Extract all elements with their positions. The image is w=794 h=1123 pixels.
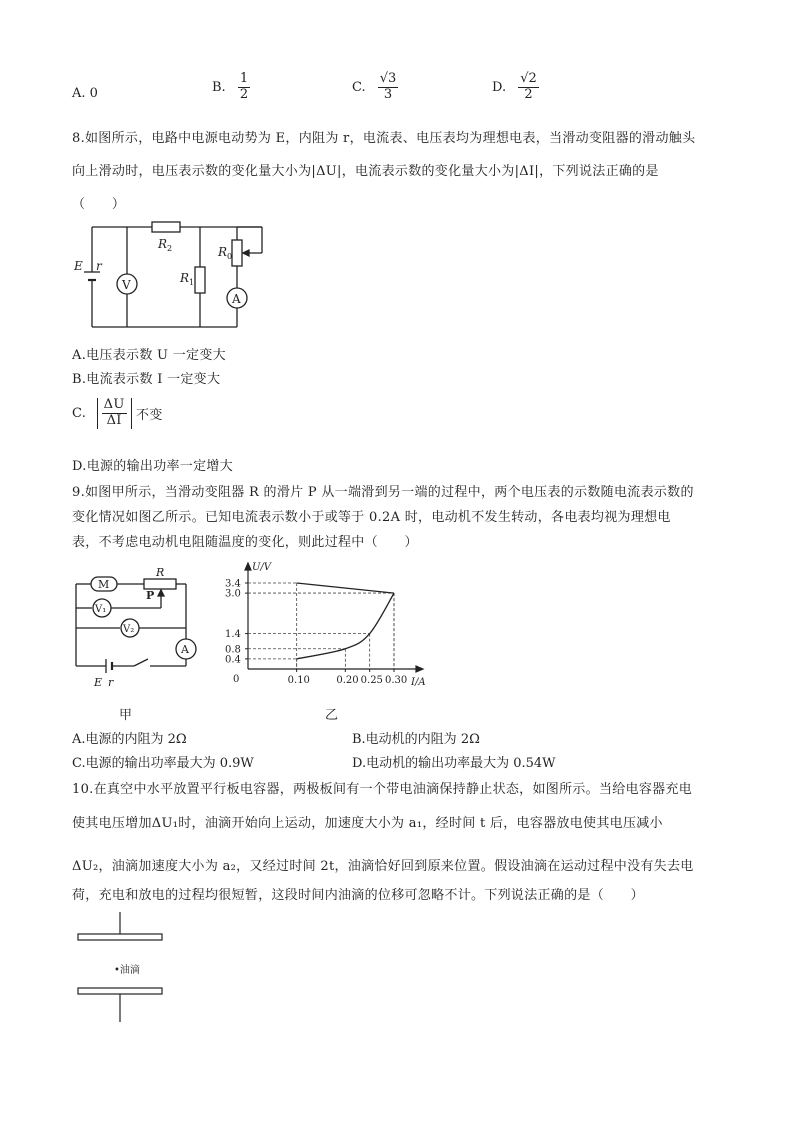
q8-option-c-label: C. <box>72 405 87 421</box>
y-tick-label: 3.4 <box>225 578 241 590</box>
y-tick-label: 0.8 <box>225 644 241 656</box>
q7-option-b-fraction <box>238 72 250 103</box>
q8-circuit-diagram <box>72 212 282 334</box>
voltmeter-v1-label: V₁ <box>95 604 107 615</box>
y-tick-label: 0.4 <box>225 654 241 666</box>
circuit-emf-label: E <box>74 259 83 273</box>
fraction-denominator: 2 <box>524 86 533 102</box>
q8-option-c-fraction <box>102 398 127 429</box>
x-axis-label: I/A <box>411 677 426 688</box>
fraction-numerator: ΔU <box>103 397 125 412</box>
q10-line4: 荷，充电和放电的过程均很短暂，这段时间内油滴的位移可忽略不计。下列说法正确的是（ ） <box>72 888 644 903</box>
q8-option-b[interactable]: B.电流表示数 I 一定变大 <box>72 372 221 387</box>
figure-jia-caption: 甲 <box>119 708 133 723</box>
q7-option-b[interactable] <box>212 72 250 103</box>
voltmeter-v2-label: V₂ <box>123 624 135 635</box>
ammeter-label: A <box>181 643 189 656</box>
x-tick-label: 0.30 <box>385 675 408 686</box>
q8-option-a[interactable]: A.电压表示数 U 一定变大 <box>72 348 226 363</box>
slider-p-label: P <box>146 589 155 602</box>
q7-option-a[interactable]: A. 0 <box>72 86 98 101</box>
r2-subscript: 2 <box>167 244 173 253</box>
series-line-2 <box>297 593 394 659</box>
r1-subscript: 1 <box>189 278 195 287</box>
q7-option-d-fraction <box>518 72 539 103</box>
q7-option-b-label: B. <box>212 79 226 95</box>
ammeter-label: A <box>232 292 241 306</box>
oil-droplet-label: •油滴 <box>114 965 140 976</box>
q10-capacitor-diagram <box>70 910 180 1025</box>
internal-r-label: r <box>108 676 114 689</box>
y-tick-label: 1.4 <box>225 629 241 641</box>
x-tick-label: 0.10 <box>287 675 310 686</box>
fraction-denominator: 2 <box>239 86 249 102</box>
q8-option-c-absval <box>97 398 132 429</box>
q9-option-d[interactable]: D.电动机的输出功率最大为 0.54W <box>352 756 556 771</box>
x-tick-label: 0.25 <box>360 675 383 686</box>
series-line-1 <box>297 583 394 593</box>
r2-label: R <box>158 237 168 251</box>
q10-line3: ΔU₂，油滴加速度大小为 a₂，又经过时间 2t，油滴恰好回到原来位置。假设油滴在运动过程中没有失去电 <box>72 859 694 874</box>
q10-line1: 10.在真空中水平放置平行板电容器，两极板间有一个带电油滴保持静止状态，如图所示。当给电容器充电 <box>72 782 693 797</box>
rheostat-label: R <box>156 566 165 579</box>
q9-stem-line2: 变化情况如图乙所示。已知电流表示数小于或等于 0.2A 时，电动机不发生转动，各电表均视为理想电 <box>72 510 671 525</box>
y-axis-label: U/V <box>252 562 272 573</box>
q9-option-c[interactable]: C.电源的输出功率最大为 0.9W <box>72 756 254 771</box>
fraction-numerator: √3 <box>379 71 397 86</box>
emf-label: E <box>94 676 103 689</box>
q8-stem-line1: 8.如图所示，电路中电源电动势为 E，内阻为 r，电流表、电压表均为理想电表，当滑动变阻器的滑动触头 <box>72 131 696 146</box>
origin-label: 0 <box>233 674 240 685</box>
x-tick-label: 0.20 <box>336 675 359 686</box>
q9-ui-graph <box>222 556 434 691</box>
q8-option-c-tail: 不变 <box>136 407 163 423</box>
q9-option-b[interactable]: B.电动机的内阻为 2Ω <box>352 732 480 747</box>
fraction-numerator: 1 <box>239 71 249 86</box>
q8-option-c[interactable] <box>72 398 163 429</box>
q7-option-d-label: D. <box>492 79 507 95</box>
q9-option-a[interactable]: A.电源的内阻为 2Ω <box>72 732 187 747</box>
q7-option-c[interactable] <box>352 72 398 103</box>
q8-option-d[interactable]: D.电源的输出功率一定增大 <box>72 459 233 474</box>
voltmeter-label: V <box>122 278 131 292</box>
fraction-denominator: 3 <box>383 86 393 102</box>
q9-circuit-diagram <box>66 566 216 691</box>
r0-label: R <box>218 245 228 259</box>
q8-answer-paren: （ ） <box>72 197 126 212</box>
y-tick-label: 3.0 <box>225 588 241 600</box>
circuit-r-label: r <box>96 259 102 273</box>
q7-option-d[interactable] <box>492 72 539 103</box>
fraction-denominator: ΔI <box>106 412 122 428</box>
q7-option-c-label: C. <box>352 79 366 95</box>
r1-label: R <box>180 271 190 285</box>
q7-option-c-fraction <box>378 72 399 103</box>
fraction-numerator: √2 <box>520 71 537 86</box>
q9-stem-line1: 9.如图甲所示，当滑动变阻器 R 的滑片 P 从一端滑到另一端的过程中，两个电压表的示数随电流表示数的 <box>72 485 694 500</box>
figure-yi-caption: 乙 <box>325 708 339 723</box>
q8-stem-line2: 向上滑动时，电压表示数的变化量大小为|ΔU|，电流表示数的变化量大小为|ΔI|，下列说法正确的是 <box>72 164 659 179</box>
motor-label: M <box>98 578 110 591</box>
q10-line2: 使其电压增加ΔU₁时，油滴开始向上运动，加速度大小为 a₁，经时间 t 后，电容器放电使其电压减小 <box>72 816 663 831</box>
r0-subscript: 0 <box>227 252 233 261</box>
q9-stem-line3: 表，不考虑电动机电阻随温度的变化，则此过程中（ ） <box>72 535 418 550</box>
